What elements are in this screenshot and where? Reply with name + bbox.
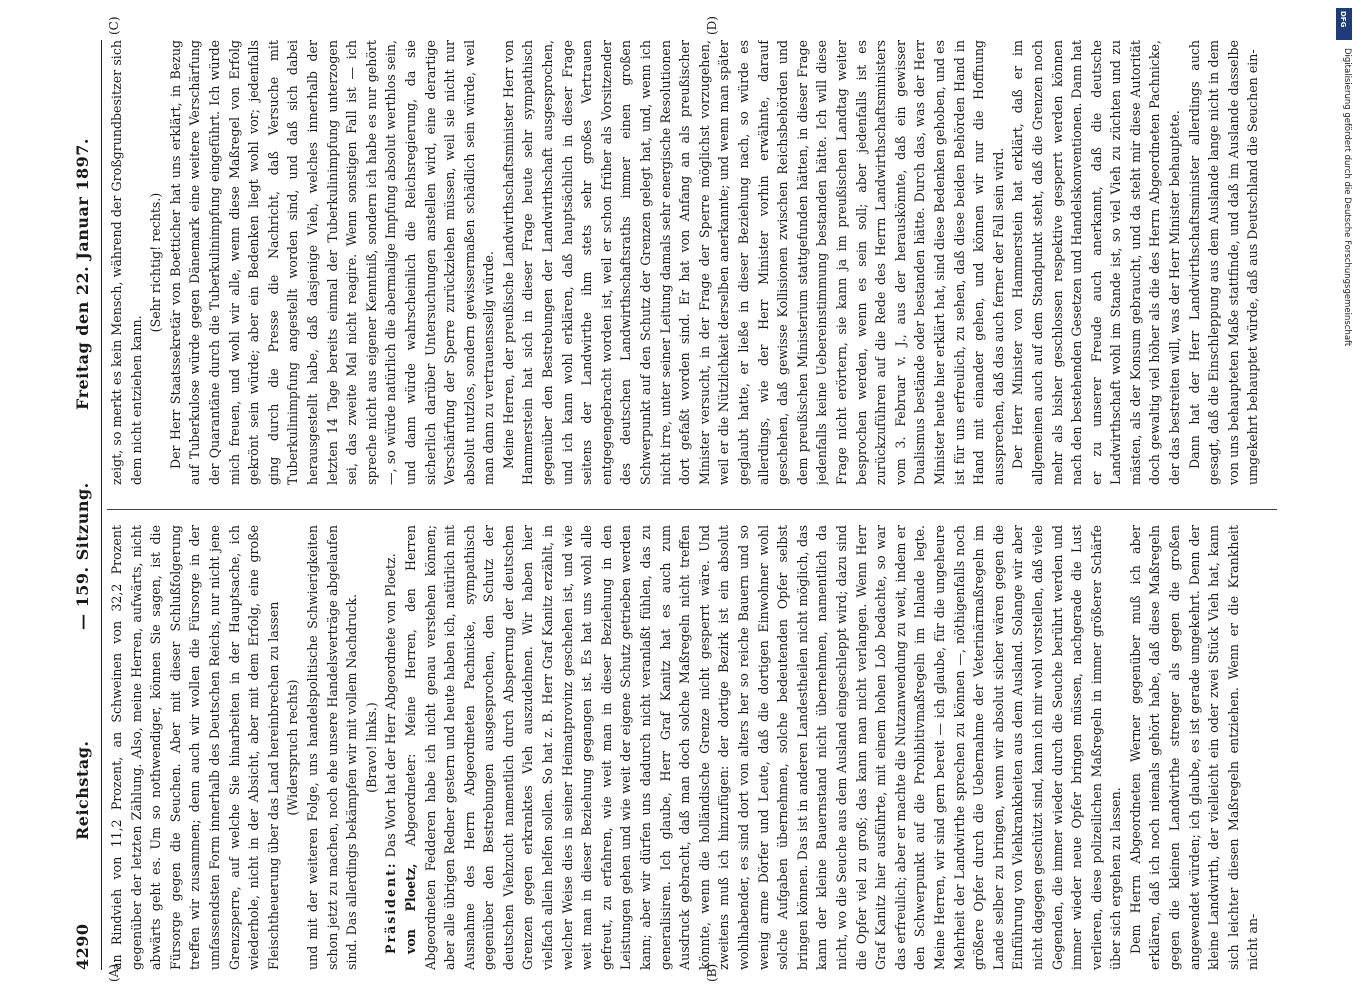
paragraph xyxy=(381,525,401,970)
interjection: (Widerspruch rechts) xyxy=(285,679,301,816)
dfg-logo: DFG xyxy=(1336,8,1352,40)
paragraph: Meine Herren, der preußische Landwirthschaftsminister Herr von Hammerstein hat sich in dieser Frage heute sehr sympathisch gegenüber den Bestrebungen der Landwirthschaft ausgesprochen, und ich kann wohl erklären, daß hauptsächlich in dieser Frage seitens der Landwirthe ihm stets sehr großes Vertrauen entgegengebracht worden ist, weil er schon früher als Vorsitzender des deutschen Landwirthschaftsraths immer einen großen Schwerpunkt auf den Schutz der Grenzen gelegt hat, und, wenn ich nicht irre, unter seiner Leitung damals sehr energische Resolutionen dort gefaßt worden sind. Er hat von Anfang an als preußischer Minister versucht, in der Frage der Sperre möglichst vorzugehen, weil er die Nützlichkeit derselben anerkannte; und wenn man später geglaubt hatte, er ließe in dieser Beziehung nach, so würde es allerdings, wie der Herr Minister vorhin erwähnte, darauf geschehen, daß gewisse Kollisionen zwischen Reichsbehörden und dem preußischen Ministerium stattgefunden hätten, in dieser Frage jedenfalls keine Uebereinstimmung bestanden hätte. Ich will diese Frage nicht erörtern, sie kann ja im preußischen Landtag weiter besprochen werden, wenn es sein soll; aber jedenfalls ist es zurückzuführen auf die Rede des Herrn Landwirthschaftsministers vom 3. Februar v. J., aus der herauskönnte, daß ein gewisser Dualismus bestände oder bestanden hätte. Durch das, was der Herr Minister heute hier erklärt hat, sind diese Bedenken gehoben, und es ist für uns erfreulich, zu sehen, daß diese beiden Behörden Hand in Hand mit einander gehen, und können wir nur die Hoffnung aussprechen, daß das auch ferner der Fall sein wird. xyxy=(500,40,1006,485)
session-date: Freitag den 22. Januar 1897. xyxy=(73,138,92,410)
text-column-left xyxy=(107,525,1277,970)
paragraph: Der Herr Staatssekretär von Boetticher hat uns erklärt, in Bezug auf Tuberkulose würde gegen Dänemark eine weitere Verschärfung der Quarantäne durch die Tuberkulinimpfung eingeführt. Ich würde mich freuen, und wohl wir alle, wenn diese Maßregel von Erfolg gekrönt sein würde; aber ein Bedenken liegt wohl vor; jedenfalls ging durch die Presse die Nachricht, daß Versuche mit Tuberkulinimpfung angestellt worden sind, und daß sich dabei herausgestellt habe, daß dasjenige Vieh, welches innerhalb der letzten 14 Tage bereits einmal der Tuberkulinimpfung unterzogen sei, das zweite Mal nicht reagire. Wenn sonstigen Fall ist — ich spreche nicht aus eigener Kenntniß, sondern ich habe es nur gehört —, so würde natürlich die abermalige Impfung absolut werthlos sein, und dann würde wahrscheinlich die Reichsregierung, da sie sicherlich darüber Untersuchungen anstellen wird, eine derartige Verschärfung der Sperre zurückziehen müssen, weil sie nicht nur absolut nutzlos, sondern gewissermaßen schädlich sein würde, weil man dann zu vertrauensselig würde. xyxy=(167,40,497,485)
header-rule xyxy=(101,40,102,970)
interjection: (Bravo! links.) xyxy=(363,702,379,793)
speaker-name: von Ploetz, xyxy=(402,863,418,954)
paragraph: Der Herr Minister von Hammerstein hat erklärt, daß er im allgemeinen auch auf dem Standpunkt steht, daß die Grenzen noch mehr als bisher geschlossen respektive gesperrt werden können nach den bestehenden Gesetzen und Handelskonventionen. Dann hat er zu unserer Freude auch anerkannt, daß die deutsche Landwirthschaft wohl im Stande ist, so viel Vieh zu züchten und zu mästen, als der Konsum gebraucht, und da steht mir diese Autorität doch gewaltig viel höher als die des Herrn Abgeordneten Pachnicke, der das bestreiten will, was der Herr Minister behauptete. xyxy=(1010,40,1183,485)
margin-marker-b: (B) xyxy=(705,963,719,982)
speech-text: Das Wort hat der Herr Abgeordnete von Ploetz. xyxy=(383,553,399,858)
session-label: — 159. Sitzung. xyxy=(73,482,92,630)
page-header xyxy=(73,40,99,970)
speaker-name: Präsident: xyxy=(383,861,399,954)
digitization-note: Digitalisierung gefördert durch die Deutsche Forschungsgemeinschaft xyxy=(1342,48,1352,347)
margin-marker-c: (C) xyxy=(107,16,121,35)
paragraph: Dem Herrn Abgeordneten Werner gegenüber muß ich aber erklären, daß ich noch niemals gehört habe, daß diese Maßregeln gegen die kleinen Landwirthe strenger als gegen die großen angewendet würden; ich glaube, es ist gerade umgekehrt. Denn der kleine Landwirth, der vielleicht ein oder zwei Stück Vieh hat, kann sich leichter diesen Maßregeln entziehen. Wenn er die Krankheit nicht an- xyxy=(1127,525,1261,970)
page-number: 4290 xyxy=(73,923,92,970)
publication-title: Reichstag. xyxy=(73,740,92,840)
paragraph: Dann hat der Herr Landwirthschaftsminister allerdings auch gesagt, daß die Einschleppung aus dem Auslande lange nicht in dem von uns behaupteten Maße stattfinde, und daß im Auslande dasselbe umgekehrt behauptet würde, daß aus Deutschland die Seuchen ein- xyxy=(1186,40,1261,485)
margin-marker-a: (A) xyxy=(107,963,121,982)
text-column-right xyxy=(107,40,1277,485)
interjection: (Sehr richtig! rechts.) xyxy=(148,192,164,333)
speech-text: Abgeordneter: Meine Herren, den Herren Abgeordneten Fedderen habe ich nicht genau verstehen können; aber alle übrigen Redner gestern und heute haben ich, natürlich mit Ausnahme des Herrn Abgeordneten Pachnicke, sympathisch gegenüber den Bestrebungen ausgesprochen, den Schutz der deutschen Viehzucht namentlich durch Absperrung der deutschen Grenzen gegen erkranktes Vieh auszudehnen. Wir haben hier vielfach allein helfen sollen. So hat z. B. Herr Graf Kanitz erzählt, in welcher Weise dies in seiner Heimatprovinz geschehen ist, und wie weit man in dieser Beziehung gegangen ist. Es hat uns wohl alle gefreut, zu erfahren, wie weit man in dieser Beziehung in den Leistungen gehen und wie weit der eigene Schutz getrieben werden kann; aber wir dürfen uns dadurch nicht veranlaßt fühlen, das zu generalisiren. Ich glaube, Herr Graf Kanitz hat es auch zum Ausdruck gebracht, daß man doch solche Maßregeln nicht treffen könnte, wenn die holländische Grenze nicht gesperrt wäre. Und zweitens muß ich hinzufügen: der dortige Bezirk ist ein absolut wohlhabender, es sind dort von alters her so reiche Bauern und so wenig arme Dörfer und Leute, daß die dortigen Einwohner wohl solche Aufgaben übernehmen, solche bedeutenden Opfer selbst bringen können. Das ist in anderen Landestheilen nicht möglich, das kann der kleine Bauernstand nicht übernehmen, namentlich da nicht, wo die Seuche aus dem Ausland eingeschleppt wird; dazu sind die Opfer viel zu groß; das kann man nicht verlangen. Wenn Herr Graf Kanitz hier ausführte, mit einem hohen Lob bedachte, so war das erfreulich; aber er machte die Nutzanwendung zu weit, indem er den Schwerpunkt auf die Prohibitivmaßregeln im Inlande legte. Meine Herren, wir sind gern bereit — ich glaube, für die ungeheure Mehrheit der Landwirthe sprechen zu können —, nöthigenfalls noch größere Opfer durch die Uebernahme der Veterinärmaßregeln im Lande selber zu bringen, wenn wir absolut sicher wären gegen die Einführung von Viehkrankheiten aus dem Ausland. Solange wir aber nicht dagegen geschützt sind, kann ich mir wohl vorstellen, daß viele Gegenden, die immer wieder durch die Seuche berührt werden und immer wieder neue Opfer bringen müssen, nachgerade die Lust verlieren, diese polizeilichen Maßregeln in immer größerer Schärfe über sich ergehen zu lassen. xyxy=(402,525,1124,970)
document-page xyxy=(15,0,1315,1000)
paragraph xyxy=(401,525,1126,970)
paragraph: an Rindvieh von 11,2 Prozent, an Schweinen von 32,2 Prozent gegenüber der letzten Zählung. Also, meine Herren, aufwärts, nicht abwärts geht es. Um so nothwendiger, können Sie sagen, ist die Fürsorge gegen die Seuchen. Aber mit dieser Schlußfolgerung treffen wir zusammen; denn auch wir wollen die Fürsorge in der umfassendsten Form innerhalb des Deutschen Reichs, nur nicht jene Grenzsperre, auf welche Sie hinarbeiten in der Hauptsache, ich wiederhole, nicht in der Absicht, aber mit dem Erfolg, eine große Fleischtheuerung über das Land hereinbrechen zu lassen xyxy=(109,525,281,970)
paragraph: und mit der weiteren Folge, uns handelspolitische Schwierigkeiten schon jetzt zu machen, noch ehe unsere Handelsverträge abgelaufen sind. Das allerdings bekämpfen wir mit vollem Nachdruck. xyxy=(304,525,360,970)
margin-marker-d: (D) xyxy=(705,16,719,35)
paragraph: zeigt, so merkt es kein Mensch, während der Großgrundbesitzer sich dem nicht entziehen kann. xyxy=(109,40,144,485)
column-divider xyxy=(107,509,1277,510)
